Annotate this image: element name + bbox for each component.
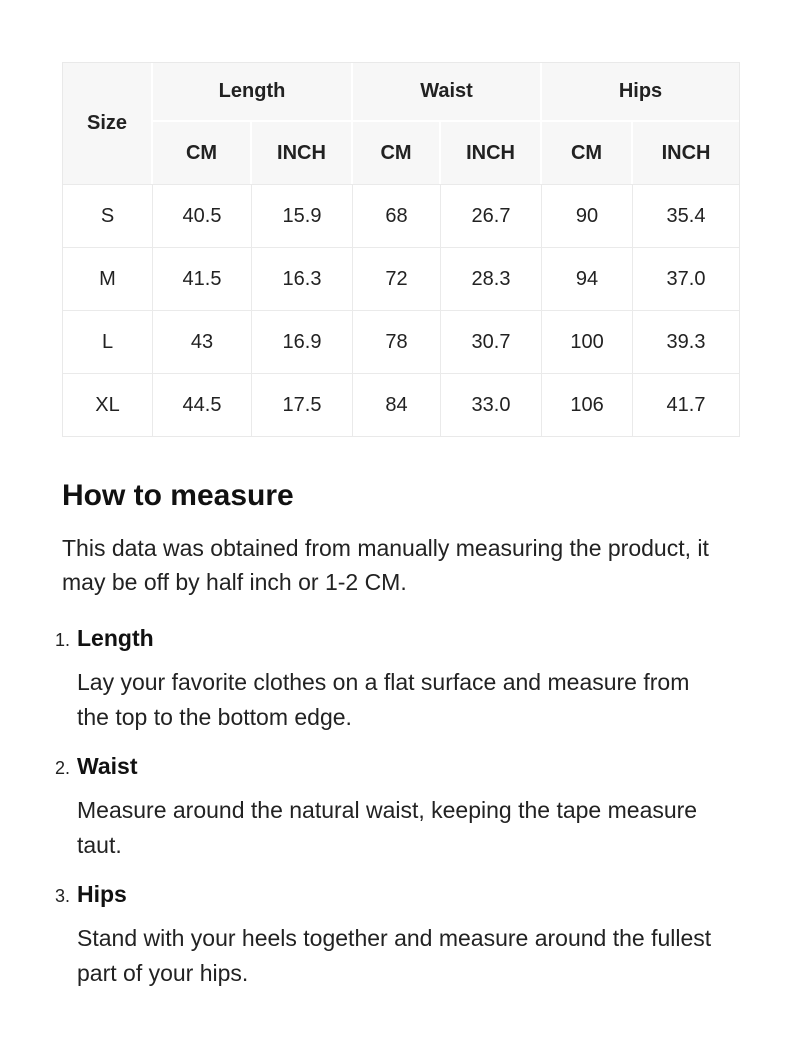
size-row-s bbox=[63, 184, 739, 247]
measurement-cell: 35.4 bbox=[633, 184, 739, 247]
measurement-cell: 40.5 bbox=[153, 184, 252, 247]
step-description: Lay your favorite clothes on a flat surface and measure from the top to the bottom edge. bbox=[77, 669, 690, 730]
unit-header-hips-inch: INCH bbox=[633, 122, 739, 184]
unit-header-waist-inch: INCH bbox=[441, 122, 542, 184]
measure-step-waist bbox=[55, 753, 738, 863]
measurement-cell: 90 bbox=[542, 184, 633, 247]
measurement-cell: 94 bbox=[542, 247, 633, 310]
group-header-hips: Hips bbox=[542, 63, 739, 122]
step-header bbox=[55, 753, 738, 780]
measurement-cell: 37.0 bbox=[633, 247, 739, 310]
size-row-xl bbox=[63, 373, 739, 436]
step-number: 2. bbox=[55, 758, 71, 778]
unit-header-hips-cm: CM bbox=[542, 122, 633, 184]
measurement-cell: 17.5 bbox=[252, 373, 353, 436]
step-number: 3. bbox=[55, 886, 71, 906]
measurement-cell: 15.9 bbox=[252, 184, 353, 247]
measure-step-hips bbox=[55, 881, 738, 991]
step-number: 1. bbox=[55, 630, 71, 650]
measurement-cell: 84 bbox=[353, 373, 441, 436]
measure-step-length bbox=[55, 625, 738, 735]
step-header bbox=[55, 625, 738, 652]
size-cell: L bbox=[63, 310, 153, 373]
unit-header-length-cm: CM bbox=[153, 122, 252, 184]
step-title: Hips bbox=[77, 881, 127, 907]
measurement-cell: 28.3 bbox=[441, 247, 542, 310]
measurement-cell: 41.7 bbox=[633, 373, 739, 436]
measurement-cell: 30.7 bbox=[441, 310, 542, 373]
step-header bbox=[55, 881, 738, 908]
measurement-cell: 43 bbox=[153, 310, 252, 373]
measurement-cell: 72 bbox=[353, 247, 441, 310]
group-header-length: Length bbox=[153, 63, 353, 122]
measurement-cell: 26.7 bbox=[441, 184, 542, 247]
measurement-cell: 33.0 bbox=[441, 373, 542, 436]
size-row-m bbox=[63, 247, 739, 310]
size-cell: XL bbox=[63, 373, 153, 436]
measurement-cell: 39.3 bbox=[633, 310, 739, 373]
measurement-cell: 106 bbox=[542, 373, 633, 436]
size-cell: S bbox=[63, 184, 153, 247]
size-chart-table bbox=[62, 62, 740, 437]
step-description: Stand with your heels together and measure around the fullest part of your hips. bbox=[77, 925, 712, 986]
measurement-cell: 68 bbox=[353, 184, 441, 247]
size-column-header: Size bbox=[63, 63, 153, 184]
size-cell: M bbox=[63, 247, 153, 310]
measurement-cell: 16.9 bbox=[252, 310, 353, 373]
measurement-cell: 78 bbox=[353, 310, 441, 373]
unit-header-waist-cm: CM bbox=[353, 122, 441, 184]
measurement-cell: 41.5 bbox=[153, 247, 252, 310]
measurement-cell: 44.5 bbox=[153, 373, 252, 436]
measurement-cell: 100 bbox=[542, 310, 633, 373]
step-title: Length bbox=[77, 625, 154, 651]
unit-header-length-inch: INCH bbox=[252, 122, 353, 184]
step-title: Waist bbox=[77, 753, 138, 779]
measure-intro-text: This data was obtained from manually measuring the product, it may be off by half inch or 1-2 CM. bbox=[62, 535, 709, 595]
how-to-measure-heading: How to measure bbox=[62, 479, 294, 512]
step-description: Measure around the natural waist, keeping the tape measure taut. bbox=[77, 797, 698, 858]
group-header-waist: Waist bbox=[353, 63, 542, 122]
measure-steps-list bbox=[55, 625, 738, 991]
size-row-l bbox=[63, 310, 739, 373]
measurement-cell: 16.3 bbox=[252, 247, 353, 310]
